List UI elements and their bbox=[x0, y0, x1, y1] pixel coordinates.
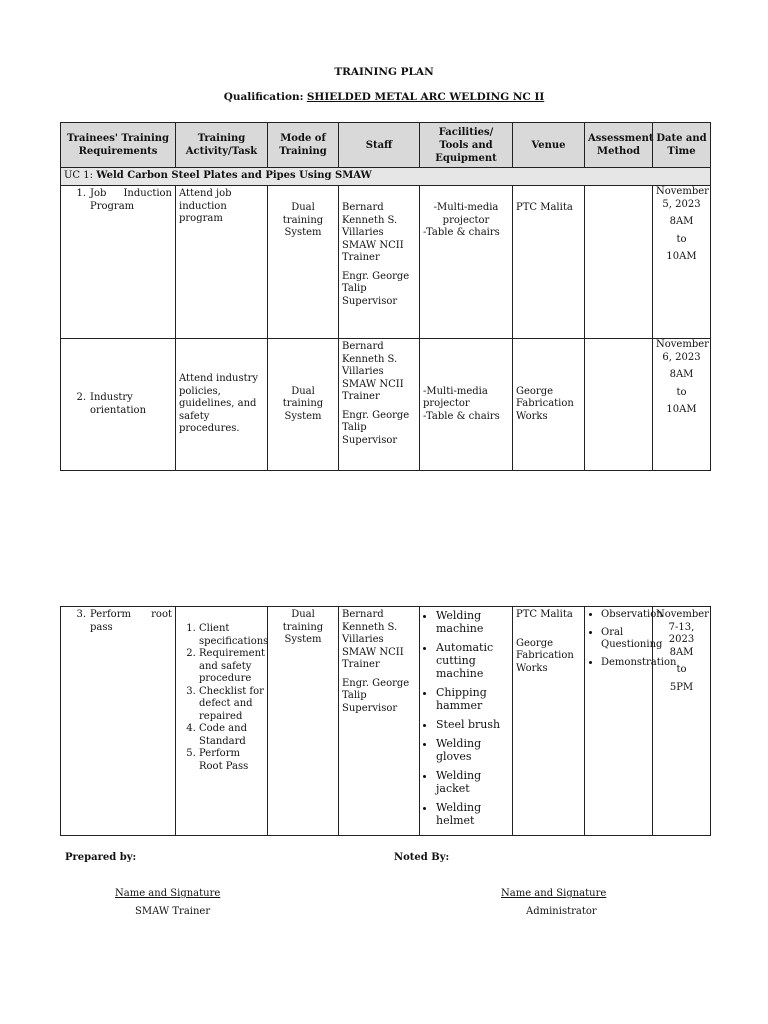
prepared-by-label: Prepared by: bbox=[65, 852, 137, 863]
staff-supervisor: Engr. George Talip Supervisor bbox=[342, 677, 410, 714]
staff-trainer: Bernard Kenneth S. Villaries SMAW NCII Trainer bbox=[342, 609, 404, 670]
document-title: TRAINING PLAN bbox=[334, 66, 434, 78]
mode-cell bbox=[268, 339, 339, 471]
list-item: • Welding jacket bbox=[436, 769, 509, 795]
activity-cell bbox=[176, 186, 268, 339]
mode-text: Dual training System bbox=[282, 202, 324, 238]
time-from: 8AM bbox=[669, 369, 694, 380]
staff-supervisor: Engr. George Talip Supervisor bbox=[342, 409, 410, 446]
mode-cell bbox=[268, 607, 339, 836]
time-to: 10AM bbox=[666, 251, 697, 262]
header-assessment: Assessment Method bbox=[585, 123, 653, 168]
time-to-word: to bbox=[676, 386, 687, 398]
mode-cell bbox=[268, 186, 339, 339]
staff-supervisor: Engr. George Talip Supervisor bbox=[342, 270, 410, 307]
venue-cell bbox=[513, 186, 585, 339]
list-item: • Welding gloves bbox=[436, 737, 509, 763]
staff-cell bbox=[339, 186, 420, 339]
requirement-text: Perform root pass bbox=[90, 609, 172, 633]
table-row bbox=[61, 186, 711, 339]
table-row bbox=[61, 339, 711, 471]
activity-text: Attend job induction program bbox=[179, 188, 232, 224]
requirement-cell bbox=[61, 186, 176, 339]
training-plan-table-continued bbox=[60, 606, 711, 836]
assessment-cell bbox=[585, 186, 653, 339]
activity-text: Attend industry policies, guidelines, and safety procedures. bbox=[179, 373, 259, 435]
list-item: • Automatic cutting machine bbox=[436, 641, 509, 680]
requirement-text: Industry orientation bbox=[90, 392, 147, 416]
list-item: • Observation bbox=[601, 609, 649, 622]
list-item: 3. Checklist for defect and repaired bbox=[199, 686, 264, 724]
date-text: November 7-13, 2023 bbox=[656, 609, 709, 645]
row-number: 3. bbox=[76, 609, 86, 620]
header-venue: Venue bbox=[513, 123, 585, 168]
staff-trainer: Bernard Kenneth S. Villaries SMAW NCII Trainer bbox=[342, 202, 404, 263]
time-to: 5PM bbox=[669, 681, 694, 693]
list-item: • Welding machine bbox=[436, 609, 509, 635]
activity-cell bbox=[176, 607, 268, 836]
table-header-row bbox=[61, 123, 711, 168]
qualification-line bbox=[0, 91, 768, 103]
facility-item: -Multi-media projector bbox=[433, 202, 499, 226]
table-row bbox=[61, 607, 711, 836]
header-activity: Training Activity/Task bbox=[176, 123, 268, 168]
mode-text: Dual training System bbox=[282, 385, 324, 422]
staff-trainer: Bernard Kenneth S. Villaries SMAW NCII Trainer bbox=[342, 341, 404, 402]
noted-by-label: Noted By: bbox=[394, 852, 450, 863]
requirement-cell bbox=[61, 607, 176, 836]
facilities-list bbox=[423, 609, 509, 827]
header-mode: Mode of Training bbox=[268, 123, 339, 168]
activity-cell bbox=[176, 339, 268, 471]
venue-cell bbox=[513, 607, 585, 836]
assessment-cell bbox=[585, 339, 653, 471]
noted-role: Administrator bbox=[526, 906, 597, 917]
venue-text: PTC Malita bbox=[516, 609, 573, 620]
list-item: • Chipping hammer bbox=[436, 686, 509, 712]
noted-signature-line: Name and Signature bbox=[501, 888, 607, 899]
list-item: • Demonstration bbox=[601, 657, 649, 670]
header-date: Date and Time bbox=[653, 123, 711, 168]
list-item: 1. Client specifications bbox=[199, 623, 264, 648]
prepared-role: SMAW Trainer bbox=[135, 906, 211, 917]
assessment-list bbox=[588, 609, 677, 669]
qualification-label: Qualification: bbox=[223, 91, 304, 103]
facilities-cell bbox=[420, 186, 513, 339]
uc-prefix: UC 1: bbox=[64, 170, 93, 181]
date-text: November 5, 2023 bbox=[656, 186, 709, 210]
facility-item: -Table & chairs bbox=[423, 410, 500, 422]
header-requirements: Trainees' Training Requirements bbox=[61, 123, 176, 168]
assessment-cell bbox=[585, 607, 677, 836]
venue-cell bbox=[513, 339, 585, 471]
mode-text: Dual training System bbox=[282, 609, 324, 645]
uc-title: Weld Carbon Steel Plates and Pipes Using SMAW bbox=[96, 170, 372, 181]
facility-item: -Multi-media projector bbox=[423, 385, 488, 410]
facilities-cell bbox=[420, 339, 513, 471]
uc-cell bbox=[61, 168, 711, 186]
list-item: • Oral Questioning bbox=[601, 627, 649, 652]
time-from: 8AM bbox=[669, 646, 694, 658]
requirement-cell bbox=[61, 339, 176, 471]
date-cell bbox=[653, 339, 711, 471]
date-text: November 6, 2023 bbox=[656, 339, 709, 363]
training-plan-table bbox=[60, 122, 711, 471]
header-staff: Staff bbox=[339, 123, 420, 168]
uc-row bbox=[61, 168, 711, 186]
facility-item: -Table & chairs bbox=[423, 227, 500, 238]
activity-list bbox=[179, 623, 269, 773]
row-number: 1. bbox=[76, 188, 86, 199]
row-number: 2. bbox=[76, 392, 86, 403]
list-item: • Steel brush bbox=[436, 718, 509, 731]
list-item: 2. Requirement and safety procedure bbox=[199, 648, 264, 686]
requirement-text: Job Induction Program bbox=[90, 188, 172, 212]
date-cell bbox=[653, 186, 711, 339]
time-to: 10AM bbox=[666, 404, 697, 415]
time-to-word: to bbox=[676, 664, 687, 675]
venue-text: George Fabrication Works bbox=[516, 637, 574, 674]
header-facilities: Facilities/ Tools and Equipment bbox=[420, 123, 513, 168]
list-item: 4. Code and Standard bbox=[199, 723, 264, 748]
qualification-value: SHIELDED METAL ARC WELDING NC II bbox=[306, 91, 545, 103]
venue-text: PTC Malita bbox=[516, 202, 573, 213]
venue-text: George Fabrication Works bbox=[516, 385, 574, 422]
list-item: • Welding helmet bbox=[436, 801, 509, 827]
list-item: 5. Perform Root Pass bbox=[199, 748, 264, 773]
facilities-cell bbox=[420, 607, 513, 836]
prepared-signature-line: Name and Signature bbox=[115, 888, 221, 899]
time-to-word: to bbox=[676, 233, 687, 245]
staff-cell bbox=[339, 607, 420, 836]
staff-cell bbox=[339, 339, 420, 471]
time-from: 8AM bbox=[669, 216, 694, 227]
